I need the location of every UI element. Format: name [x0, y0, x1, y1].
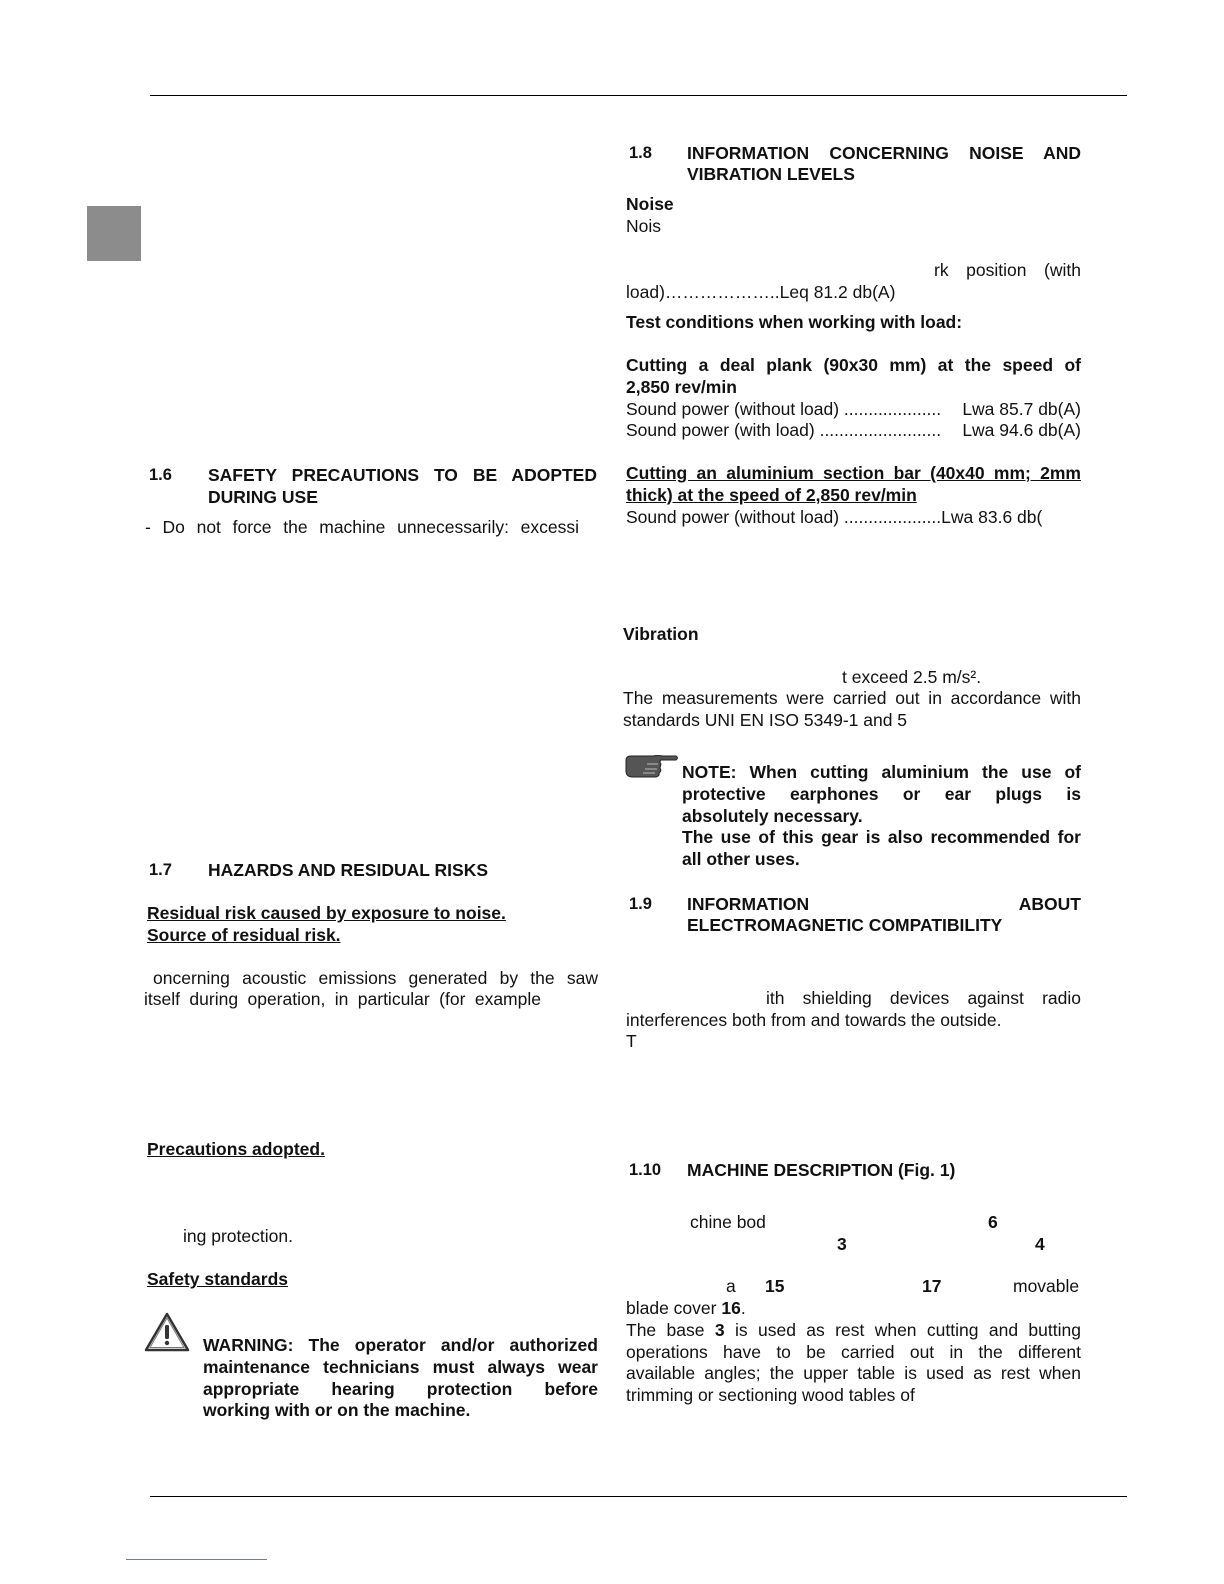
text-fragment: rk position (with: [934, 260, 1081, 280]
aluminium-speed: thick) at the speed of 2,850 rev/min: [626, 485, 917, 505]
footer-rule: [150, 1496, 1127, 1497]
text-fragment: chine bod: [690, 1212, 766, 1232]
vibration-text: standards UNI EN ISO 5349-1 and 5: [623, 710, 908, 730]
section-number: 1.6: [149, 466, 172, 484]
leq-line: load)………………..Leq 81.2 db(A): [626, 282, 896, 302]
warning-text: The operator and/or authorized: [308, 1335, 598, 1355]
text-fragment: Nois: [626, 216, 662, 236]
section-number: 1.7: [149, 861, 172, 879]
description-text: trimming or sectioning wood tables of: [626, 1385, 915, 1405]
text-fragment: a: [726, 1276, 736, 1296]
sound-power-row: Sound power (without load) ....................Lwa 83.6 db(: [626, 507, 1043, 527]
note-text: The use of this gear is also recommended for: [682, 827, 1081, 848]
section-title: INFORMATION ABOUT: [687, 894, 1081, 914]
bullet-text: - Do not force the machine unnecessarily: excessi: [145, 517, 579, 537]
aluminium-heading: Cutting an aluminium section bar (40x40 mm; 2mm: [626, 463, 1081, 483]
warning-triangle-icon: [144, 1312, 190, 1352]
chapter-tab: [87, 206, 141, 261]
section-title-cont: DURING USE: [208, 487, 318, 507]
source-heading: Source of residual risk.: [147, 925, 341, 945]
description-text: blade cover 16.: [626, 1298, 746, 1318]
section-title: SAFETY PRECAUTIONS TO BE ADOPTED: [208, 465, 597, 485]
emc-text: ith shielding devices against radio: [766, 988, 1081, 1008]
note-box: NOTE: When cutting aluminium the use of protective earphones or ear plugs is absolutely necessary. The use of this gear is also recommended for all other uses.: [682, 762, 1081, 870]
section-number: 1.10: [629, 1161, 662, 1179]
description-text: The base 3 is used as rest when cutting and butting: [626, 1320, 1081, 1340]
deal-plank-speed: 2,850 rev/min: [626, 377, 737, 397]
paragraph-line: itself during operation, in particular (for example: [144, 989, 541, 1009]
description-text: operations have to be carried out in the different: [626, 1342, 1081, 1362]
residual-risk-heading: Residual risk caused by exposure to noise.: [147, 903, 506, 923]
note-label: NOTE: [682, 762, 731, 782]
footer-link-underline: [126, 1559, 267, 1560]
reference-number: 6: [988, 1212, 998, 1232]
note-text: protective earphones or ear plugs is: [682, 783, 1081, 804]
section-number: 1.8: [629, 144, 652, 162]
pointing-hand-icon: [623, 752, 679, 780]
reference-number: 17: [922, 1276, 942, 1296]
reference-number: 4: [1035, 1234, 1045, 1254]
section-title: INFORMATION CONCERNING NOISE AND: [687, 143, 1081, 163]
paragraph-line: ing protection.: [183, 1226, 293, 1246]
description-text: available angles; the upper table is used as rest when: [626, 1363, 1081, 1383]
warning-box: WARNING: The operator and/or authorized maintenance technicians must always wear appropriate hearing protection before working with or on the machine.: [203, 1335, 598, 1421]
vibration-heading: Vibration: [623, 624, 699, 644]
text-fragment: T: [626, 1031, 637, 1051]
reference-number: 15: [765, 1276, 785, 1296]
warning-text: maintenance technicians must always wear: [203, 1356, 598, 1377]
section-title: HAZARDS AND RESIDUAL RISKS: [208, 860, 489, 880]
test-conditions-heading: Test conditions when working with load:: [626, 312, 963, 332]
section-number: 1.9: [629, 895, 652, 913]
precautions-heading: Precautions adopted.: [147, 1139, 325, 1159]
vibration-text: The measurements were carried out in accordance with: [623, 688, 1081, 708]
section-title-cont: ELECTROMAGNETIC COMPATIBILITY: [687, 915, 1003, 935]
warning-text: appropriate hearing protection before: [203, 1378, 598, 1399]
section-title: MACHINE DESCRIPTION (Fig. 1): [687, 1160, 956, 1180]
note-text: absolutely necessary.: [682, 805, 863, 826]
emc-text: interferences both from and towards the outside.: [626, 1010, 1002, 1030]
note-text: all other uses.: [682, 849, 800, 870]
warning-text: working with or on the machine.: [203, 1400, 471, 1421]
sound-power-row: Sound power (with load) ......................... Lwa 94.6 db(A): [626, 420, 1081, 440]
section-title-cont: VIBRATION LEVELS: [687, 164, 855, 184]
sound-power-row: Sound power (without load) .................... Lwa 85.7 db(A): [626, 399, 1081, 419]
warning-label: WARNING: [203, 1335, 288, 1355]
reference-number: 3: [837, 1234, 847, 1254]
text-fragment: movable: [1013, 1276, 1080, 1296]
text-fragment: t exceed 2.5 m/s².: [842, 667, 982, 687]
header-rule: [150, 95, 1127, 96]
paragraph-line: oncerning acoustic emissions generated by the saw: [153, 968, 598, 988]
safety-standards-heading: Safety standards: [147, 1269, 289, 1289]
deal-plank-heading: Cutting a deal plank (90x30 mm) at the speed of: [626, 355, 1081, 375]
noise-heading: Noise: [626, 194, 674, 214]
